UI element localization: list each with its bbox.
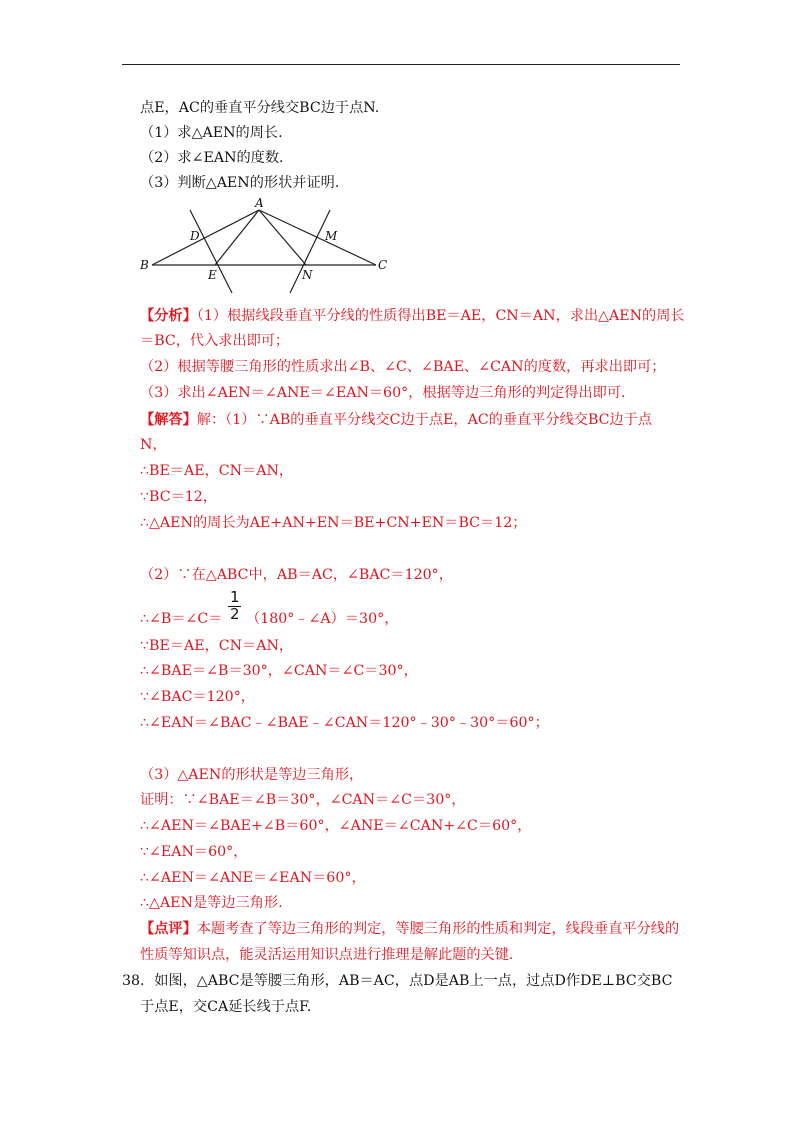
question-3: （3）判断△AEN的形状并证明. [140, 175, 340, 191]
next-problem-line-2: 于点E，交CA延长线于点F. [140, 999, 312, 1015]
fraction-denominator: 2 [230, 605, 240, 623]
label-b: B [140, 258, 149, 272]
solution-line-4: ∵BC＝12， [140, 489, 217, 505]
segment-an [259, 210, 306, 265]
solution-p3-line-6: ∴△AEN是等边三角形. [140, 895, 283, 911]
solution-p3-line-4: ∵∠EAN＝60°， [140, 844, 248, 860]
fraction-numerator: 1 [230, 588, 240, 606]
segment-ac [259, 210, 376, 265]
analysis-line-1 [140, 307, 685, 325]
analysis-line-3: （2）根据等腰三角形的性质求出∠B、∠C、∠BAE、∠CAN的度数，再求出即可； [140, 359, 666, 375]
analysis-tag: 【分析】 [140, 308, 197, 324]
solution-p2-line-5: ∵∠BAC＝120°， [140, 689, 255, 705]
segment-ae [215, 210, 259, 265]
solution-line-2: N， [140, 437, 167, 453]
solution-line-3: ∴BE＝AE，CN＝AN， [140, 463, 294, 479]
problem-line-1: 点E，AC的垂直平分线交BC边于点N. [140, 100, 380, 116]
analysis-line-2: ＝BC，代入求出即可； [140, 333, 290, 349]
comment-line-2: 性质等知识点，能灵活运用知识点进行推理是解此题的关键. [140, 947, 514, 963]
solution-p3-line-2: 证明：∵∠BAE＝∠B＝30°，∠CAN＝∠C＝30°， [140, 792, 466, 808]
solution-line-1 [140, 411, 652, 429]
solution-p3-line-3: ∴∠AEN＝∠BAE+∠B＝60°，∠ANE＝∠CAN+∠C＝60°， [140, 818, 532, 834]
solution-line-5: ∴△AEN的周长为AE+AN+EN＝BE+CN+EN＝BC＝12； [140, 515, 527, 531]
geometry-figure [0, 0, 800, 300]
next-problem-line-1: 38．如图，△ABC是等腰三角形，AB＝AC，点D是AB上一点，过点D作DE⊥BC交BC [122, 973, 673, 989]
comment-line-1 [140, 920, 679, 938]
label-m: M [325, 229, 338, 243]
solution-p2-line-3: ∵BE＝AE，CN＝AN， [140, 638, 294, 654]
label-c: C [378, 258, 388, 272]
analysis-text-1: （1）根据线段垂直平分线的性质得出BE＝AE，CN＝AN，求出△AEN的周长 [196, 308, 685, 324]
solution-p2-line-2a: ∴∠B＝∠C＝ [140, 611, 223, 627]
solution-tag: 【解答】 [140, 412, 197, 428]
solution-p3-line-5: ∴∠AEN＝∠ANE＝∠EAN＝60°， [140, 870, 366, 886]
question-2: （2）求∠EAN的度数. [140, 150, 284, 166]
label-n: N [302, 268, 313, 282]
label-d: D [190, 229, 200, 243]
segment-ba [152, 210, 259, 265]
comment-text-1: 本题考查了等边三角形的判定，等腰三角形的性质和判定，线段垂直平分线的 [196, 921, 680, 937]
solution-p2-line-6: ∴∠EAN＝∠BAC﹣∠BAE﹣∠CAN＝120°﹣30°﹣30°＝60°； [140, 715, 549, 731]
solution-p2-line-2b: （180°﹣∠A）＝30°， [246, 611, 399, 627]
label-e: E [208, 268, 217, 282]
label-a: A [255, 196, 264, 210]
solution-p2-line-1: （2）∵在△ABC中，AB＝AC，∠BAC＝120°， [140, 567, 453, 583]
question-1: （1）求△AEN的周长. [140, 125, 283, 141]
analysis-line-4: （3）求出∠AEN＝∠ANE＝∠EAN＝60°，根据等边三角形的判定得出即可. [140, 385, 626, 401]
solution-p3-line-1: （3）△AEN的形状是等边三角形， [140, 767, 364, 783]
solution-text-1: 解：（1）∵AB的垂直平分线交C边于点E，AC的垂直平分线交BC边于点 [196, 412, 653, 428]
solution-p2-line-4: ∴∠BAE＝∠B＝30°，∠CAN＝∠C＝30°， [140, 663, 418, 679]
comment-tag: 【点评】 [140, 921, 197, 937]
